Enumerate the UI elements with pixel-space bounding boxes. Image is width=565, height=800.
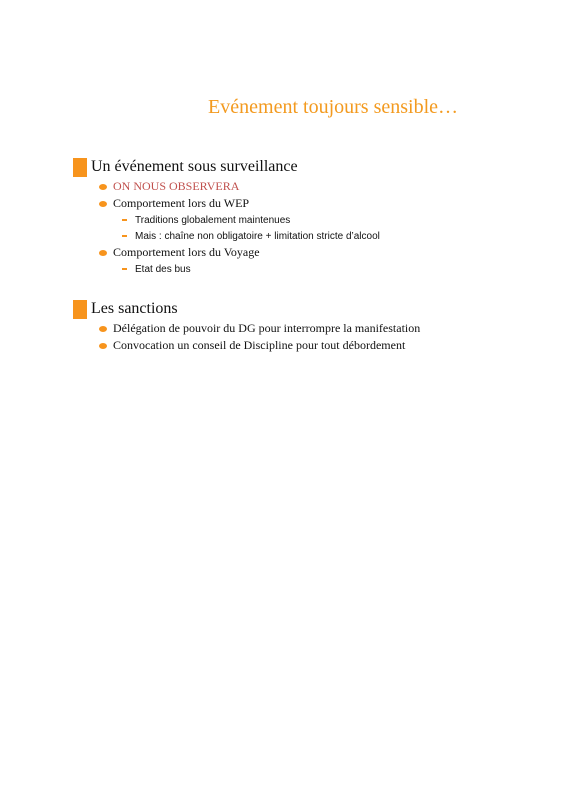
section-heading: Un événement sous surveillance	[91, 158, 298, 175]
orange-dot-bullet-icon	[99, 250, 107, 256]
sub-list-item	[122, 261, 380, 277]
sub-list-item-text: Traditions globalement maintenues	[135, 214, 291, 226]
orange-dot-bullet-icon	[99, 201, 107, 207]
list-item-text: ON NOUS OBSERVERA	[113, 179, 240, 193]
sub-list-item-text: Etat des bus	[135, 263, 191, 275]
orange-dot-bullet-icon	[99, 343, 107, 349]
orange-dash-bullet-icon	[122, 235, 127, 237]
list-item	[99, 195, 380, 212]
sub-list-item	[122, 212, 380, 228]
section-heading-row	[73, 156, 380, 178]
orange-square-bullet-icon	[73, 158, 87, 177]
list-item	[99, 244, 380, 261]
orange-dot-bullet-icon	[99, 326, 107, 332]
list-item	[99, 178, 380, 195]
list-item-text: Délégation de pouvoir du DG pour interrompre la manifestation	[113, 321, 421, 335]
section-surveillance	[73, 156, 380, 277]
list-item-text: Convocation un conseil de Discipline pour tout débordement	[113, 338, 406, 352]
orange-dash-bullet-icon	[122, 219, 127, 221]
section-heading: Les sanctions	[91, 300, 178, 317]
section-sanctions	[73, 298, 420, 354]
list-item	[99, 337, 420, 354]
sub-list-item-text: Mais : chaîne non obligatoire + limitation stricte d’alcool	[135, 230, 380, 242]
orange-dot-bullet-icon	[99, 184, 107, 190]
section-heading-row	[73, 298, 420, 320]
list-item-text: Comportement lors du WEP	[113, 196, 250, 210]
orange-square-bullet-icon	[73, 300, 87, 319]
list-item	[99, 320, 420, 337]
orange-dash-bullet-icon	[122, 268, 127, 270]
list-item-text: Comportement lors du Voyage	[113, 245, 260, 259]
page-title: Evénement toujours sensible…	[208, 96, 458, 118]
sub-list-item	[122, 228, 380, 244]
